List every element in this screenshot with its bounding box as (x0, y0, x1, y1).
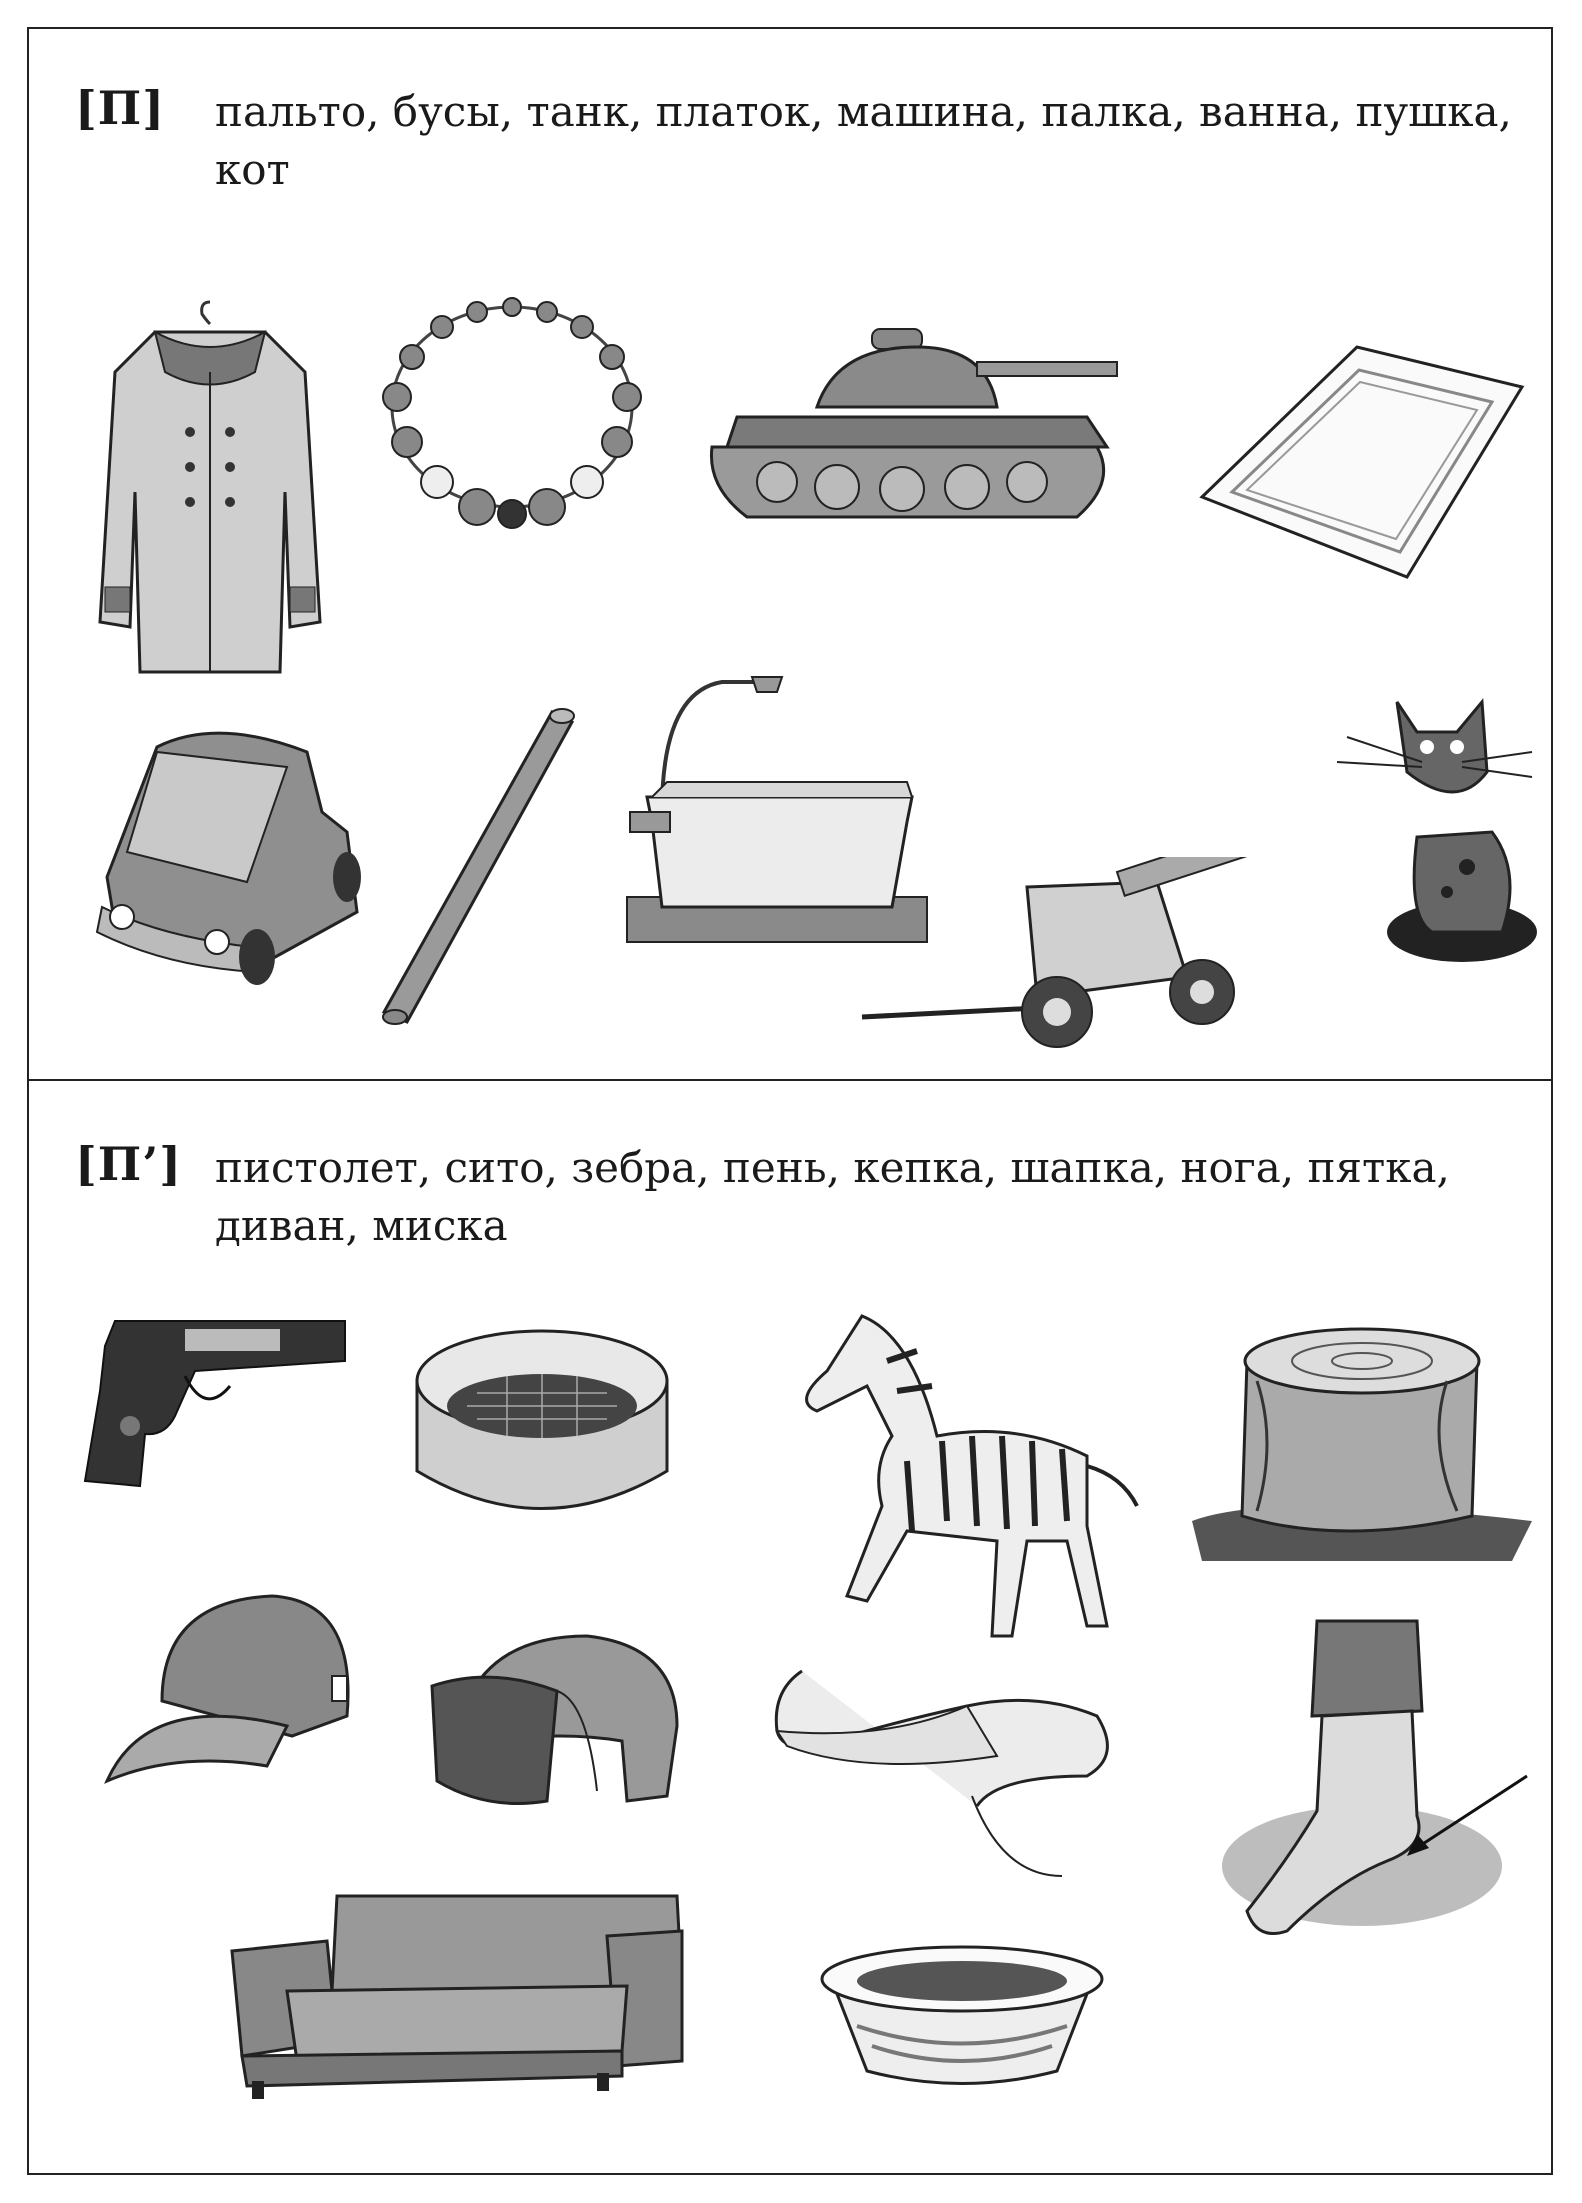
section-label: [П’] (75, 1137, 182, 1191)
pistol-icon (75, 1301, 350, 1491)
coat-icon (90, 292, 330, 682)
sofa-icon (227, 1891, 687, 2101)
section-p-soft (27, 1081, 1553, 2175)
handkerchief-icon (1197, 332, 1537, 592)
beads-icon (367, 292, 657, 542)
zebra-icon (767, 1301, 1142, 1656)
section-p (27, 27, 1553, 1079)
fur-hat-icon (427, 1631, 682, 1806)
car-icon (82, 707, 372, 997)
cap-icon (102, 1591, 362, 1791)
bowl-icon (817, 1941, 1107, 2086)
cannon-icon (857, 857, 1267, 1052)
section-label: [П] (75, 81, 165, 135)
leg-icon (772, 1666, 1117, 1881)
word-list: пальто, бусы, танк, платок, машина, палка, ванна, пушка, кот (215, 87, 1512, 194)
heel-icon (1217, 1616, 1537, 1956)
cat-icon (1327, 677, 1542, 967)
tank-icon (707, 317, 1127, 537)
sieve-icon (397, 1311, 687, 1526)
stick-icon (372, 702, 582, 1032)
word-list: пистолет, сито, зебра, пень, кепка, шапка, нога, пятка, диван, миска (215, 1143, 1450, 1250)
stump-icon (1187, 1321, 1537, 1566)
